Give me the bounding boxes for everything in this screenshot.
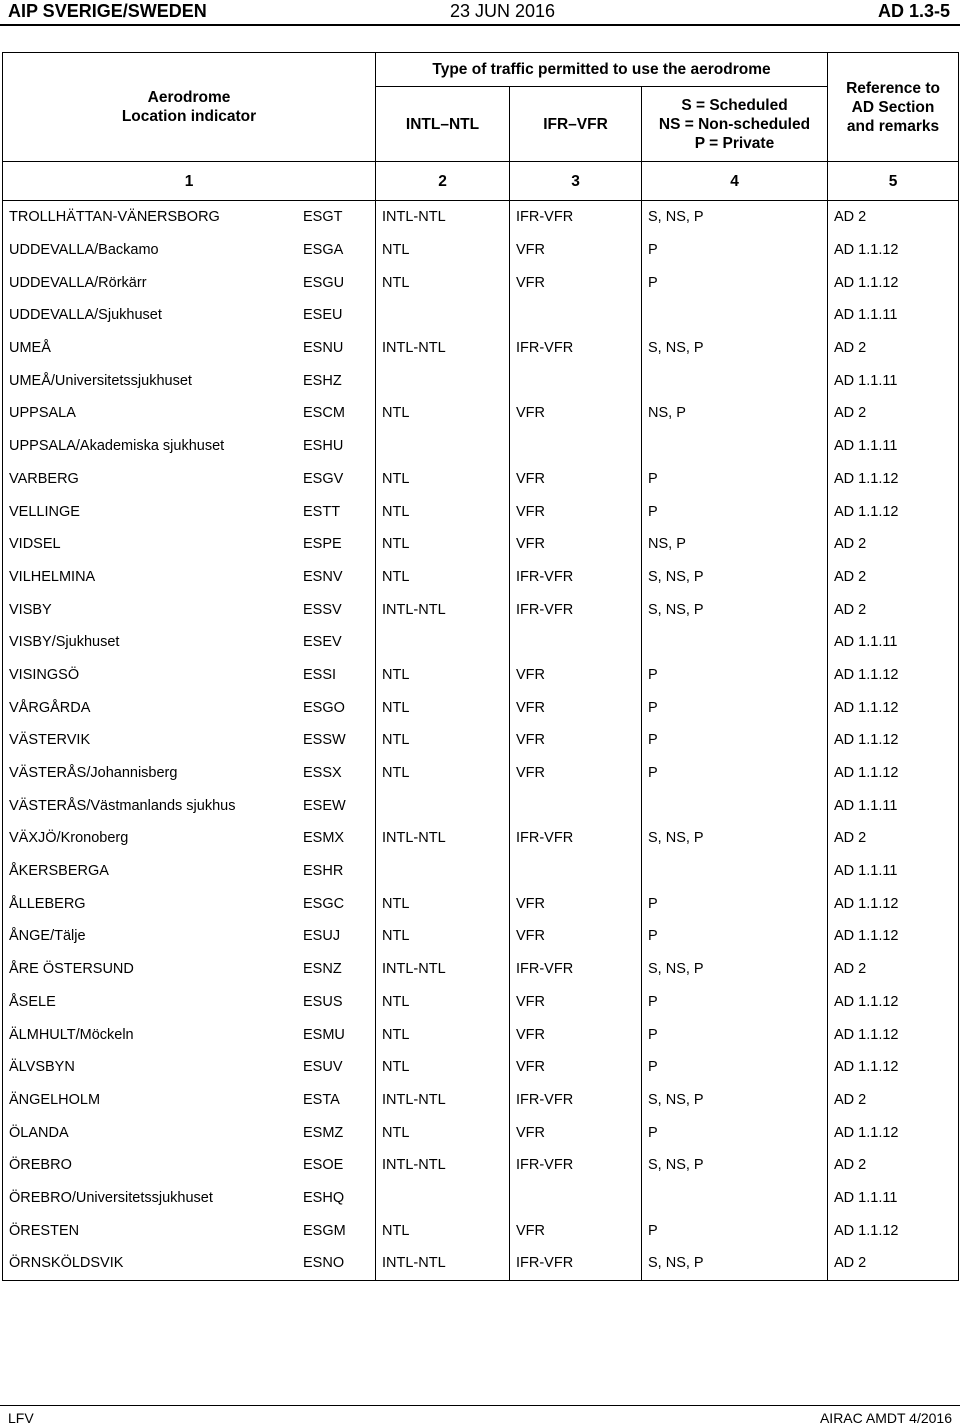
column-number-1: 1 bbox=[3, 162, 376, 201]
ifr-vfr-cell: VFR bbox=[510, 1116, 642, 1149]
aerodrome-name: VÄXJÖ/Kronoberg bbox=[9, 830, 129, 847]
aerodrome-location-cell bbox=[3, 822, 376, 855]
schedule-cell: P bbox=[642, 1214, 828, 1247]
aerodrome-name: UPPSALA/Akademiska sjukhuset bbox=[9, 438, 225, 455]
schedule-cell: P bbox=[642, 1051, 828, 1084]
table-row bbox=[3, 201, 959, 234]
reference-cell: AD 1.1.12 bbox=[828, 724, 959, 757]
intl-ntl-cell: INTL-NTL bbox=[376, 953, 510, 986]
ifr-vfr-cell: IFR-VFR bbox=[510, 1149, 642, 1182]
reference-cell: AD 2 bbox=[828, 953, 959, 986]
reference-cell: AD 1.1.11 bbox=[828, 789, 959, 822]
table-row bbox=[3, 986, 959, 1019]
ifr-vfr-cell: VFR bbox=[510, 266, 642, 299]
ifr-vfr-cell: VFR bbox=[510, 659, 642, 692]
intl-ntl-cell: NTL bbox=[376, 887, 510, 920]
table-row bbox=[3, 1116, 959, 1149]
intl-ntl-cell: NTL bbox=[376, 659, 510, 692]
aerodrome-label: Aerodrome bbox=[147, 89, 231, 106]
reference-cell: AD 2 bbox=[828, 822, 959, 855]
schedule-cell: S, NS, P bbox=[642, 332, 828, 365]
table-row bbox=[3, 789, 959, 822]
aerodrome-location-cell bbox=[3, 953, 376, 986]
reference-cell: AD 2 bbox=[828, 561, 959, 594]
ifr-vfr-cell bbox=[510, 364, 642, 397]
location-indicator: ESMU bbox=[303, 1026, 345, 1043]
ifr-vfr-cell: VFR bbox=[510, 887, 642, 920]
table-row bbox=[3, 528, 959, 561]
table-row bbox=[3, 1084, 959, 1117]
table-row bbox=[3, 1247, 959, 1280]
location-indicator-label: Location indicator bbox=[121, 108, 257, 125]
location-indicator: ESNU bbox=[303, 340, 344, 357]
location-indicator: ESEU bbox=[303, 307, 343, 324]
intl-ntl-cell: INTL-NTL bbox=[376, 201, 510, 234]
table-row bbox=[3, 1214, 959, 1247]
location-indicator: ESCM bbox=[303, 405, 345, 422]
schedule-cell bbox=[642, 855, 828, 888]
ifr-vfr-cell: IFR-VFR bbox=[510, 593, 642, 626]
ifr-vfr-cell: VFR bbox=[510, 920, 642, 953]
aerodrome-name: UDDEVALLA/Rörkärr bbox=[9, 274, 147, 291]
intl-ntl-cell bbox=[376, 364, 510, 397]
location-indicator: ESGC bbox=[303, 895, 345, 912]
reference-cell: AD 1.1.12 bbox=[828, 920, 959, 953]
location-indicator: ESPE bbox=[303, 536, 342, 553]
aerodrome-location-cell bbox=[3, 986, 376, 1019]
location-indicator: ESSW bbox=[303, 732, 346, 749]
aerodrome-location-cell bbox=[3, 332, 376, 365]
location-indicator: ESUJ bbox=[303, 928, 341, 945]
location-indicator: ESGV bbox=[303, 470, 344, 487]
aerodrome-location-cell bbox=[3, 528, 376, 561]
remarks-label: and remarks bbox=[846, 117, 940, 135]
schedule-cell bbox=[642, 430, 828, 463]
aerodrome-name: ÄNGELHOLM bbox=[9, 1091, 101, 1108]
aerodrome-name: ÄLVSBYN bbox=[9, 1059, 75, 1076]
reference-cell: AD 1.1.12 bbox=[828, 757, 959, 790]
intl-ntl-cell: NTL bbox=[376, 528, 510, 561]
location-indicator: ESUS bbox=[303, 993, 343, 1010]
table-row bbox=[3, 1182, 959, 1215]
aerodrome-name: ÅKERSBERGA bbox=[9, 863, 109, 880]
intl-ntl-cell: NTL bbox=[376, 1116, 510, 1149]
schedule-cell: P bbox=[642, 757, 828, 790]
table-row bbox=[3, 266, 959, 299]
non-scheduled-label: NS = Non-scheduled bbox=[658, 115, 811, 133]
schedule-cell bbox=[642, 626, 828, 659]
aerodrome-name: ÄLMHULT/Möckeln bbox=[9, 1026, 134, 1043]
location-indicator: ESSI bbox=[303, 666, 337, 683]
reference-cell: AD 1.1.11 bbox=[828, 430, 959, 463]
schedule-header bbox=[642, 87, 828, 162]
reference-cell: AD 1.1.12 bbox=[828, 1214, 959, 1247]
aerodrome-name: VISBY/Sjukhuset bbox=[9, 634, 120, 651]
schedule-cell: P bbox=[642, 724, 828, 757]
table-row bbox=[3, 659, 959, 692]
intl-ntl-cell: NTL bbox=[376, 920, 510, 953]
schedule-cell: NS, P bbox=[642, 397, 828, 430]
schedule-cell: P bbox=[642, 887, 828, 920]
reference-cell: AD 2 bbox=[828, 528, 959, 561]
table-row bbox=[3, 757, 959, 790]
intl-ntl-cell bbox=[376, 1182, 510, 1215]
table-row bbox=[3, 397, 959, 430]
intl-ntl-cell: INTL-NTL bbox=[376, 1084, 510, 1117]
aerodrome-name: VÄSTERÅS/Västmanlands sjukhus bbox=[9, 797, 236, 814]
aerodrome-location-cell bbox=[3, 691, 376, 724]
reference-cell: AD 1.1.12 bbox=[828, 495, 959, 528]
intl-ntl-cell: NTL bbox=[376, 561, 510, 594]
location-indicator: ESSV bbox=[303, 601, 342, 618]
ad-section-label: AD Section bbox=[851, 98, 935, 116]
aerodrome-location-cell bbox=[3, 789, 376, 822]
aerodrome-location-cell bbox=[3, 299, 376, 332]
column-number-3: 3 bbox=[510, 162, 642, 201]
table-row bbox=[3, 463, 959, 496]
aerodrome-name: UDDEVALLA/Backamo bbox=[9, 242, 159, 259]
schedule-cell: S, NS, P bbox=[642, 561, 828, 594]
schedule-cell: S, NS, P bbox=[642, 953, 828, 986]
intl-ntl-cell bbox=[376, 430, 510, 463]
location-indicator: ESHU bbox=[303, 438, 344, 455]
aerodrome-name: VÅRGÅRDA bbox=[9, 699, 91, 716]
reference-cell: AD 2 bbox=[828, 1084, 959, 1117]
aerodrome-name: VARBERG bbox=[9, 470, 79, 487]
location-indicator: ESEW bbox=[303, 797, 346, 814]
reference-label: Reference to bbox=[846, 79, 940, 97]
table-row bbox=[3, 332, 959, 365]
intl-ntl-cell: NTL bbox=[376, 1018, 510, 1051]
ifr-vfr-header: IFR–VFR bbox=[510, 87, 642, 162]
aerodrome-name: UMEÅ/Universitetssjukhuset bbox=[9, 372, 192, 389]
intl-ntl-cell bbox=[376, 626, 510, 659]
aerodrome-location-cell bbox=[3, 887, 376, 920]
location-indicator: ESTA bbox=[303, 1091, 340, 1108]
aerodrome-name: ÅLLEBERG bbox=[9, 895, 86, 912]
aerodrome-location-cell bbox=[3, 724, 376, 757]
schedule-cell: S, NS, P bbox=[642, 1247, 828, 1280]
aerodrome-location-cell bbox=[3, 920, 376, 953]
aerodrome-location-cell bbox=[3, 397, 376, 430]
table-row bbox=[3, 430, 959, 463]
aerodrome-name: ÖREBRO bbox=[9, 1157, 72, 1174]
aerodrome-name: VIDSEL bbox=[9, 536, 61, 553]
schedule-cell: P bbox=[642, 266, 828, 299]
location-indicator: ESGO bbox=[303, 699, 345, 716]
table-row bbox=[3, 691, 959, 724]
aerodrome-location-cell bbox=[3, 1051, 376, 1084]
reference-cell: AD 1.1.11 bbox=[828, 626, 959, 659]
aerodrome-location-cell bbox=[3, 234, 376, 267]
schedule-cell: S, NS, P bbox=[642, 822, 828, 855]
location-indicator: ESTT bbox=[303, 503, 341, 520]
schedule-cell: S, NS, P bbox=[642, 1149, 828, 1182]
ifr-vfr-cell: VFR bbox=[510, 724, 642, 757]
aerodrome-location-cell bbox=[3, 364, 376, 397]
schedule-cell: P bbox=[642, 495, 828, 528]
column-number-4: 4 bbox=[642, 162, 828, 201]
schedule-cell: P bbox=[642, 986, 828, 1019]
aerodrome-location-cell bbox=[3, 757, 376, 790]
aerodrome-name: VILHELMINA bbox=[9, 568, 96, 585]
reference-cell: AD 1.1.12 bbox=[828, 266, 959, 299]
table-row bbox=[3, 299, 959, 332]
intl-ntl-cell: NTL bbox=[376, 1051, 510, 1084]
location-indicator: ESOE bbox=[303, 1157, 344, 1174]
table-row bbox=[3, 561, 959, 594]
scheduled-label: S = Scheduled bbox=[681, 96, 788, 114]
intl-ntl-cell: NTL bbox=[376, 691, 510, 724]
reference-cell: AD 1.1.12 bbox=[828, 1116, 959, 1149]
ifr-vfr-cell: VFR bbox=[510, 463, 642, 496]
schedule-cell bbox=[642, 1182, 828, 1215]
schedule-cell: P bbox=[642, 463, 828, 496]
aerodrome-name: ÅRE ÖSTERSUND bbox=[9, 961, 134, 978]
schedule-cell: P bbox=[642, 659, 828, 692]
table-row bbox=[3, 724, 959, 757]
aerodrome-header bbox=[3, 53, 376, 162]
schedule-cell: P bbox=[642, 1018, 828, 1051]
location-indicator: ESNZ bbox=[303, 961, 342, 978]
reference-cell: AD 1.1.12 bbox=[828, 691, 959, 724]
aerodrome-location-cell bbox=[3, 266, 376, 299]
table-row bbox=[3, 855, 959, 888]
intl-ntl-cell bbox=[376, 789, 510, 822]
ifr-vfr-cell: VFR bbox=[510, 1214, 642, 1247]
location-indicator: ESMZ bbox=[303, 1124, 344, 1141]
schedule-cell: S, NS, P bbox=[642, 1084, 828, 1117]
reference-cell: AD 2 bbox=[828, 397, 959, 430]
aerodrome-name: ÖRESTEN bbox=[9, 1222, 80, 1239]
table-row bbox=[3, 920, 959, 953]
schedule-cell bbox=[642, 299, 828, 332]
table-row bbox=[3, 1051, 959, 1084]
private-label: P = Private bbox=[694, 134, 775, 152]
table-row bbox=[3, 953, 959, 986]
ifr-vfr-cell: VFR bbox=[510, 757, 642, 790]
intl-ntl-cell bbox=[376, 855, 510, 888]
reference-cell: AD 1.1.12 bbox=[828, 1051, 959, 1084]
aerodrome-location-cell bbox=[3, 659, 376, 692]
aerodrome-name: VISINGSÖ bbox=[9, 666, 80, 683]
header-publication: AIP SVERIGE/SWEDEN bbox=[8, 1, 207, 21]
ifr-vfr-cell: IFR-VFR bbox=[510, 953, 642, 986]
reference-cell: AD 1.1.12 bbox=[828, 463, 959, 496]
aerodrome-rows bbox=[3, 201, 959, 1281]
intl-ntl-cell: INTL-NTL bbox=[376, 593, 510, 626]
footer-amendment: AIRAC AMDT 4/2016 bbox=[819, 1410, 952, 1426]
reference-cell: AD 1.1.11 bbox=[828, 855, 959, 888]
table-row bbox=[3, 234, 959, 267]
ifr-vfr-cell: IFR-VFR bbox=[510, 1084, 642, 1117]
intl-ntl-cell: NTL bbox=[376, 495, 510, 528]
aerodrome-table bbox=[2, 52, 959, 1281]
intl-ntl-cell: INTL-NTL bbox=[376, 1247, 510, 1280]
ifr-vfr-cell: IFR-VFR bbox=[510, 1247, 642, 1280]
location-indicator: ESHR bbox=[303, 863, 344, 880]
reference-cell: AD 1.1.12 bbox=[828, 986, 959, 1019]
aerodrome-location-cell bbox=[3, 855, 376, 888]
table-row bbox=[3, 1149, 959, 1182]
reference-cell: AD 1.1.12 bbox=[828, 659, 959, 692]
traffic-type-header: Type of traffic permitted to use the aerodrome bbox=[376, 53, 828, 87]
location-indicator: ESUV bbox=[303, 1059, 343, 1076]
ifr-vfr-cell: VFR bbox=[510, 1051, 642, 1084]
ifr-vfr-cell: VFR bbox=[510, 397, 642, 430]
ifr-vfr-cell: VFR bbox=[510, 691, 642, 724]
schedule-cell bbox=[642, 364, 828, 397]
table-row bbox=[3, 822, 959, 855]
location-indicator: ESHQ bbox=[303, 1189, 345, 1206]
table-row bbox=[3, 364, 959, 397]
table-row bbox=[3, 1018, 959, 1051]
aerodrome-location-cell bbox=[3, 1116, 376, 1149]
location-indicator: ESSX bbox=[303, 765, 342, 782]
location-indicator: ESGU bbox=[303, 274, 345, 291]
table-row bbox=[3, 495, 959, 528]
intl-ntl-cell: NTL bbox=[376, 463, 510, 496]
aerodrome-location-cell bbox=[3, 201, 376, 234]
aerodrome-location-cell bbox=[3, 1084, 376, 1117]
ifr-vfr-cell: VFR bbox=[510, 495, 642, 528]
aerodrome-name: UDDEVALLA/Sjukhuset bbox=[9, 307, 162, 324]
reference-cell: AD 1.1.11 bbox=[828, 299, 959, 332]
aerodrome-location-cell bbox=[3, 1018, 376, 1051]
aerodrome-name: VELLINGE bbox=[9, 503, 80, 520]
intl-ntl-cell: INTL-NTL bbox=[376, 332, 510, 365]
ifr-vfr-cell bbox=[510, 626, 642, 659]
reference-cell: AD 1.1.12 bbox=[828, 1018, 959, 1051]
aerodrome-name: VÄSTERÅS/Johannisberg bbox=[9, 765, 178, 782]
table-row bbox=[3, 887, 959, 920]
schedule-cell: S, NS, P bbox=[642, 201, 828, 234]
column-number-5: 5 bbox=[828, 162, 959, 201]
aerodrome-location-cell bbox=[3, 593, 376, 626]
aerodrome-name: ÅSELE bbox=[9, 993, 56, 1010]
aerodrome-location-cell bbox=[3, 626, 376, 659]
schedule-cell: P bbox=[642, 920, 828, 953]
schedule-cell: S, NS, P bbox=[642, 593, 828, 626]
intl-ntl-header: INTL–NTL bbox=[376, 87, 510, 162]
intl-ntl-cell: INTL-NTL bbox=[376, 1149, 510, 1182]
reference-cell: AD 2 bbox=[828, 1247, 959, 1280]
reference-cell: AD 1.1.11 bbox=[828, 1182, 959, 1215]
footer-issuer: LFV bbox=[8, 1410, 34, 1426]
ifr-vfr-cell bbox=[510, 430, 642, 463]
intl-ntl-cell: NTL bbox=[376, 986, 510, 1019]
schedule-cell bbox=[642, 789, 828, 822]
header-page-number: AD 1.3-5 bbox=[877, 1, 950, 21]
reference-cell: AD 2 bbox=[828, 1149, 959, 1182]
aerodrome-name: TROLLHÄTTAN-VÄNERSBORG bbox=[9, 209, 220, 226]
intl-ntl-cell: NTL bbox=[376, 757, 510, 790]
reference-cell: AD 2 bbox=[828, 332, 959, 365]
ifr-vfr-cell: VFR bbox=[510, 986, 642, 1019]
header-date: 23 JUN 2016 bbox=[450, 1, 556, 21]
reference-cell: AD 2 bbox=[828, 593, 959, 626]
schedule-cell: P bbox=[642, 1116, 828, 1149]
aerodrome-location-cell bbox=[3, 1149, 376, 1182]
reference-cell: AD 1.1.12 bbox=[828, 887, 959, 920]
ifr-vfr-cell bbox=[510, 299, 642, 332]
location-indicator: ESEV bbox=[303, 634, 342, 651]
location-indicator: ESNO bbox=[303, 1255, 345, 1272]
location-indicator: ESGT bbox=[303, 209, 343, 226]
schedule-cell: NS, P bbox=[642, 528, 828, 561]
intl-ntl-cell: NTL bbox=[376, 397, 510, 430]
reference-header bbox=[828, 53, 959, 162]
aerodrome-location-cell bbox=[3, 1214, 376, 1247]
table-row bbox=[3, 626, 959, 659]
location-indicator: ESHZ bbox=[303, 372, 342, 389]
intl-ntl-cell: NTL bbox=[376, 266, 510, 299]
ifr-vfr-cell bbox=[510, 855, 642, 888]
ifr-vfr-cell: VFR bbox=[510, 1018, 642, 1051]
footer-rule bbox=[0, 1405, 960, 1406]
header-rule bbox=[0, 24, 960, 26]
reference-cell: AD 1.1.11 bbox=[828, 364, 959, 397]
aerodrome-name: VÄSTERVIK bbox=[9, 732, 91, 749]
intl-ntl-cell: NTL bbox=[376, 234, 510, 267]
schedule-cell: P bbox=[642, 691, 828, 724]
intl-ntl-cell: INTL-NTL bbox=[376, 822, 510, 855]
table-row bbox=[3, 593, 959, 626]
ifr-vfr-cell bbox=[510, 1182, 642, 1215]
aerodrome-name: ÖRNSKÖLDSVIK bbox=[9, 1255, 124, 1272]
location-indicator: ESGA bbox=[303, 242, 344, 259]
intl-ntl-cell bbox=[376, 299, 510, 332]
location-indicator: ESMX bbox=[303, 830, 345, 847]
intl-ntl-cell: NTL bbox=[376, 1214, 510, 1247]
aerodrome-name: UPPSALA bbox=[9, 405, 76, 422]
intl-ntl-cell: NTL bbox=[376, 724, 510, 757]
ifr-vfr-cell: IFR-VFR bbox=[510, 822, 642, 855]
ifr-vfr-cell: VFR bbox=[510, 528, 642, 561]
aerodrome-location-cell bbox=[3, 561, 376, 594]
column-number-2: 2 bbox=[376, 162, 510, 201]
ifr-vfr-cell: IFR-VFR bbox=[510, 201, 642, 234]
aerodrome-name: ÅNGE/Tälje bbox=[9, 928, 86, 945]
ifr-vfr-cell bbox=[510, 789, 642, 822]
location-indicator: ESNV bbox=[303, 568, 343, 585]
aerodrome-name: UMEÅ bbox=[9, 340, 51, 357]
aerodrome-name: ÖREBRO/Universitetssjukhuset bbox=[9, 1189, 213, 1206]
ifr-vfr-cell: IFR-VFR bbox=[510, 332, 642, 365]
aerodrome-location-cell bbox=[3, 430, 376, 463]
reference-cell: AD 2 bbox=[828, 201, 959, 234]
aerodrome-location-cell bbox=[3, 463, 376, 496]
aerodrome-name: ÖLANDA bbox=[9, 1124, 69, 1141]
reference-cell: AD 1.1.12 bbox=[828, 234, 959, 267]
ifr-vfr-cell: IFR-VFR bbox=[510, 561, 642, 594]
aerodrome-location-cell bbox=[3, 1247, 376, 1280]
ifr-vfr-cell: VFR bbox=[510, 234, 642, 267]
schedule-cell: P bbox=[642, 234, 828, 267]
aerodrome-location-cell bbox=[3, 495, 376, 528]
aerodrome-name: VISBY bbox=[9, 601, 52, 618]
location-indicator: ESGM bbox=[303, 1222, 346, 1239]
aerodrome-location-cell bbox=[3, 1182, 376, 1215]
